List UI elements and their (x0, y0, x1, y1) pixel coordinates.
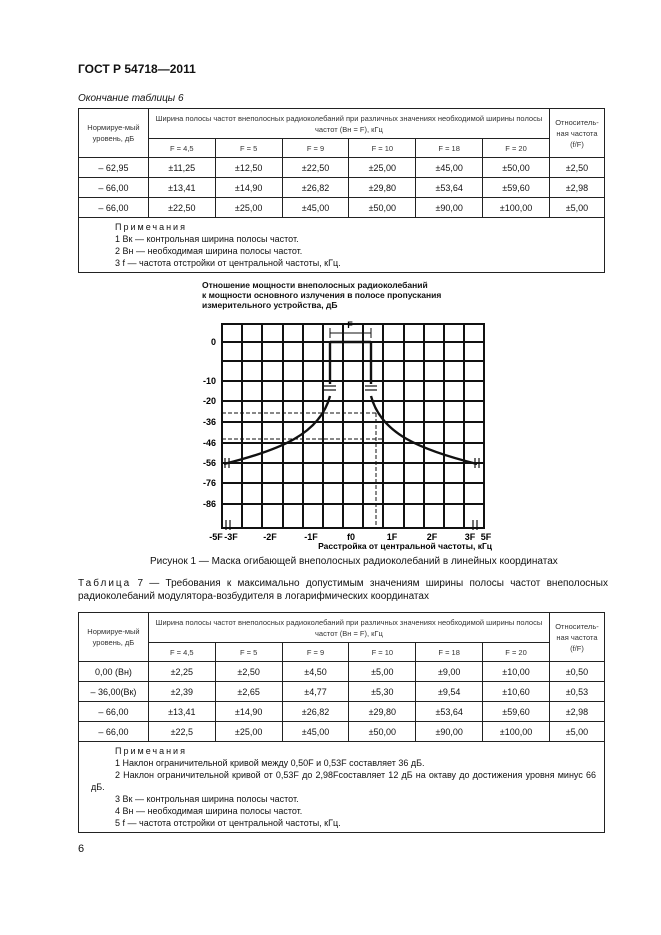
table7-head-main: Ширина полосы частот внеполосных радиоколебаний при различных значениях необходимой ширины полосы частот (Bн = F), кГц (148, 613, 549, 643)
table7-cell: ±10,60 (483, 682, 550, 702)
x-axis-label: Расстройка от центральной частоты, кГц (318, 541, 492, 551)
table7-row (79, 662, 605, 682)
table6-cell: ±50,00 (483, 158, 550, 178)
table6-head-main: Ширина полосы частот внеполосных радиоколебаний при различных значениях необходимой ширины полосы частот (Bн = F), кГц (148, 109, 549, 139)
table7-note: 5 f — частота отстройки от центральной частоты, кГц. (115, 818, 341, 828)
figure1-chart (190, 312, 510, 552)
table6-fcol: F = 20 (483, 139, 550, 158)
break-marks (225, 386, 479, 530)
grid-vertical (242, 324, 464, 528)
table7-cell: ±22,5 (148, 722, 215, 742)
table6-cell: ±25,00 (215, 198, 282, 218)
y-tick-label: -20 (202, 396, 216, 406)
x-tick-label: 5F (480, 532, 492, 542)
table6-cell: – 66,00 (79, 178, 149, 198)
table6-cell: ±22,50 (148, 198, 215, 218)
table6-cell: ±25,00 (349, 158, 416, 178)
table6-notes-title: Примечания (115, 222, 187, 232)
table7-fcol: F = 18 (416, 643, 483, 662)
table7-cell: ±13,41 (148, 702, 215, 722)
y-tick-label: -10 (202, 376, 216, 386)
y-tick-label: -56 (202, 458, 216, 468)
table7-caption-text: 7 — Требования к максимально допустимым значениям ширины полосы частот внеполосных радиоколебаний модулятора-возбудителя в логарифмических координатах (78, 578, 608, 602)
table7-cell: ±26,82 (282, 702, 349, 722)
x-tick-label: -1F (304, 532, 318, 542)
table6-cell: ±29,80 (349, 178, 416, 198)
table7-cell: ±29,80 (349, 702, 416, 722)
table6-cell: ±53,64 (416, 178, 483, 198)
table6-fcol: F = 9 (282, 139, 349, 158)
table7-cell: ±0,50 (549, 662, 604, 682)
table6-cell: – 62,95 (79, 158, 149, 178)
x-tick-label: -3F (224, 532, 238, 542)
table7-cell: ±9,00 (416, 662, 483, 682)
table6-fcol: F = 18 (416, 139, 483, 158)
figure1-ylabel (202, 280, 502, 310)
table7-cell: 0,00 (Bн) (79, 662, 149, 682)
table7-notes (79, 742, 605, 833)
table7-cell: – 36,00(Bк) (79, 682, 149, 702)
page-number: 6 (78, 843, 85, 855)
table7-head-rel: Относитель-ная частота (f/F) (549, 613, 604, 662)
table6-note: 1 Bк — контрольная ширина полосы частот. (115, 234, 299, 244)
table7-head-level: Нормируе-мый уровень, дБ (79, 613, 149, 662)
table7-cell: ±2,39 (148, 682, 215, 702)
table7-note: 3 Bк — контрольная ширина полосы частот. (115, 794, 299, 804)
table7-notes-title: Примечания (115, 746, 187, 756)
table6-row (79, 198, 605, 218)
x-tick-label: 2F (426, 532, 438, 542)
x-tick-label: -5F (209, 532, 223, 542)
table6-cell: ±50,00 (349, 198, 416, 218)
table6-cell: ±22,50 (282, 158, 349, 178)
table6 (78, 108, 605, 273)
table6-cell: ±90,00 (416, 198, 483, 218)
table7-cell: ±25,00 (215, 722, 282, 742)
y-tick-label: -86 (202, 499, 216, 509)
table6-cell: ±5,00 (549, 198, 604, 218)
table7-fcol: F = 9 (282, 643, 349, 662)
table7-cell: ±4,50 (282, 662, 349, 682)
table6-cell: ±100,00 (483, 198, 550, 218)
table6-fcol: F = 5 (215, 139, 282, 158)
table7-note: 1 Наклон ограничительной кривой между 0,50F и 0,53F составляет 36 дБ. (115, 758, 425, 768)
table6-cell: ±2,50 (549, 158, 604, 178)
table6-note: 2 Bн — необходимая ширина полосы частот. (115, 246, 303, 256)
table7-caption-label: Таблица (78, 578, 132, 589)
table7-cell: ±50,00 (349, 722, 416, 742)
table7-cell: ±53,64 (416, 702, 483, 722)
table6-cell: ±13,41 (148, 178, 215, 198)
table7-cell: ±2,65 (215, 682, 282, 702)
figure1-ylabel-line: измерительного устройства, дБ (202, 300, 338, 310)
table7-row (79, 722, 605, 742)
table7-cell: ±14,90 (215, 702, 282, 722)
table7-note: 2 Наклон ограничительной кривой от 0,53F до 2,98Fсоставляет 12 дБ на октаву до достижения уровня минус 66 дБ. (91, 770, 596, 792)
x-tick-label: -2F (263, 532, 277, 542)
table7-cell: ±2,50 (215, 662, 282, 682)
table6-row (79, 178, 605, 198)
table6-cell: ±14,90 (215, 178, 282, 198)
table7-cell: ±9,54 (416, 682, 483, 702)
table7-cell: ±100,00 (483, 722, 550, 742)
table7-row (79, 702, 605, 722)
table7-cell: ±90,00 (416, 722, 483, 742)
table7-caption (78, 577, 608, 603)
band-label: F (347, 320, 353, 330)
table6-cell: ±45,00 (282, 198, 349, 218)
table7-cell: ±2,25 (148, 662, 215, 682)
table7-cell: ±2,98 (549, 702, 604, 722)
table6-cell: ±26,82 (282, 178, 349, 198)
table6-cell: – 66,00 (79, 198, 149, 218)
table6-cell: ±12,50 (215, 158, 282, 178)
mask-left-slope (224, 396, 330, 464)
table6-fcol: F = 4,5 (148, 139, 215, 158)
mask-top (330, 342, 371, 384)
table7-cell: ±10,00 (483, 662, 550, 682)
table7-cell: ±5,30 (349, 682, 416, 702)
x-tick-label: 1F (386, 532, 398, 542)
table7-cell: – 66,00 (79, 702, 149, 722)
x-tick-label: 3F (464, 532, 476, 542)
table6-notes (79, 218, 605, 273)
table7 (78, 612, 605, 833)
table7-cell: ±4,77 (282, 682, 349, 702)
table7-cell: ±59,60 (483, 702, 550, 722)
x-tick-label: f0 (346, 532, 356, 542)
figure1-ylabel-line: к мощности основного излучения в полосе пропускания (202, 290, 442, 300)
table7-row (79, 682, 605, 702)
figure1-ylabel-line: Отношение мощности внеполосных радиоколебаний (202, 280, 428, 290)
y-tick-label: -46 (202, 438, 216, 448)
table6-cell: ±59,60 (483, 178, 550, 198)
table7-cell: ±5,00 (349, 662, 416, 682)
table6-caption: Окончание таблицы 6 (78, 93, 184, 104)
table6-cell: ±11,25 (148, 158, 215, 178)
y-tick-label: 0 (210, 337, 216, 347)
table6-cell: ±2,98 (549, 178, 604, 198)
table7-cell: – 66,00 (79, 722, 149, 742)
table6-cell: ±45,00 (416, 158, 483, 178)
table6-head-level: Нормируе-мый уровень, дБ (79, 109, 149, 158)
table6-note: 3 f — частота отстройки от центральной частоты, кГц. (115, 258, 341, 268)
table6-head-rel: Относитель-ная частота (f/F) (549, 109, 604, 158)
table6-row (79, 158, 605, 178)
table7-cell: ±0,53 (549, 682, 604, 702)
table7-fcol: F = 20 (483, 643, 550, 662)
y-tick-label: -36 (202, 417, 216, 427)
figure1-caption: Рисунок 1 — Маска огибающей внеполосных радиоколебаний в линейных координатах (150, 556, 558, 567)
table7-cell: ±5,00 (549, 722, 604, 742)
table7-fcol: F = 10 (349, 643, 416, 662)
table7-note: 4 Bн — необходимая ширина полосы частот. (115, 806, 303, 816)
table7-fcol: F = 4,5 (148, 643, 215, 662)
table6-fcol: F = 10 (349, 139, 416, 158)
table7-fcol: F = 5 (215, 643, 282, 662)
table7-cell: ±45,00 (282, 722, 349, 742)
y-tick-label: -76 (202, 478, 216, 488)
document-id: ГОСТ Р 54718—2011 (78, 62, 196, 76)
